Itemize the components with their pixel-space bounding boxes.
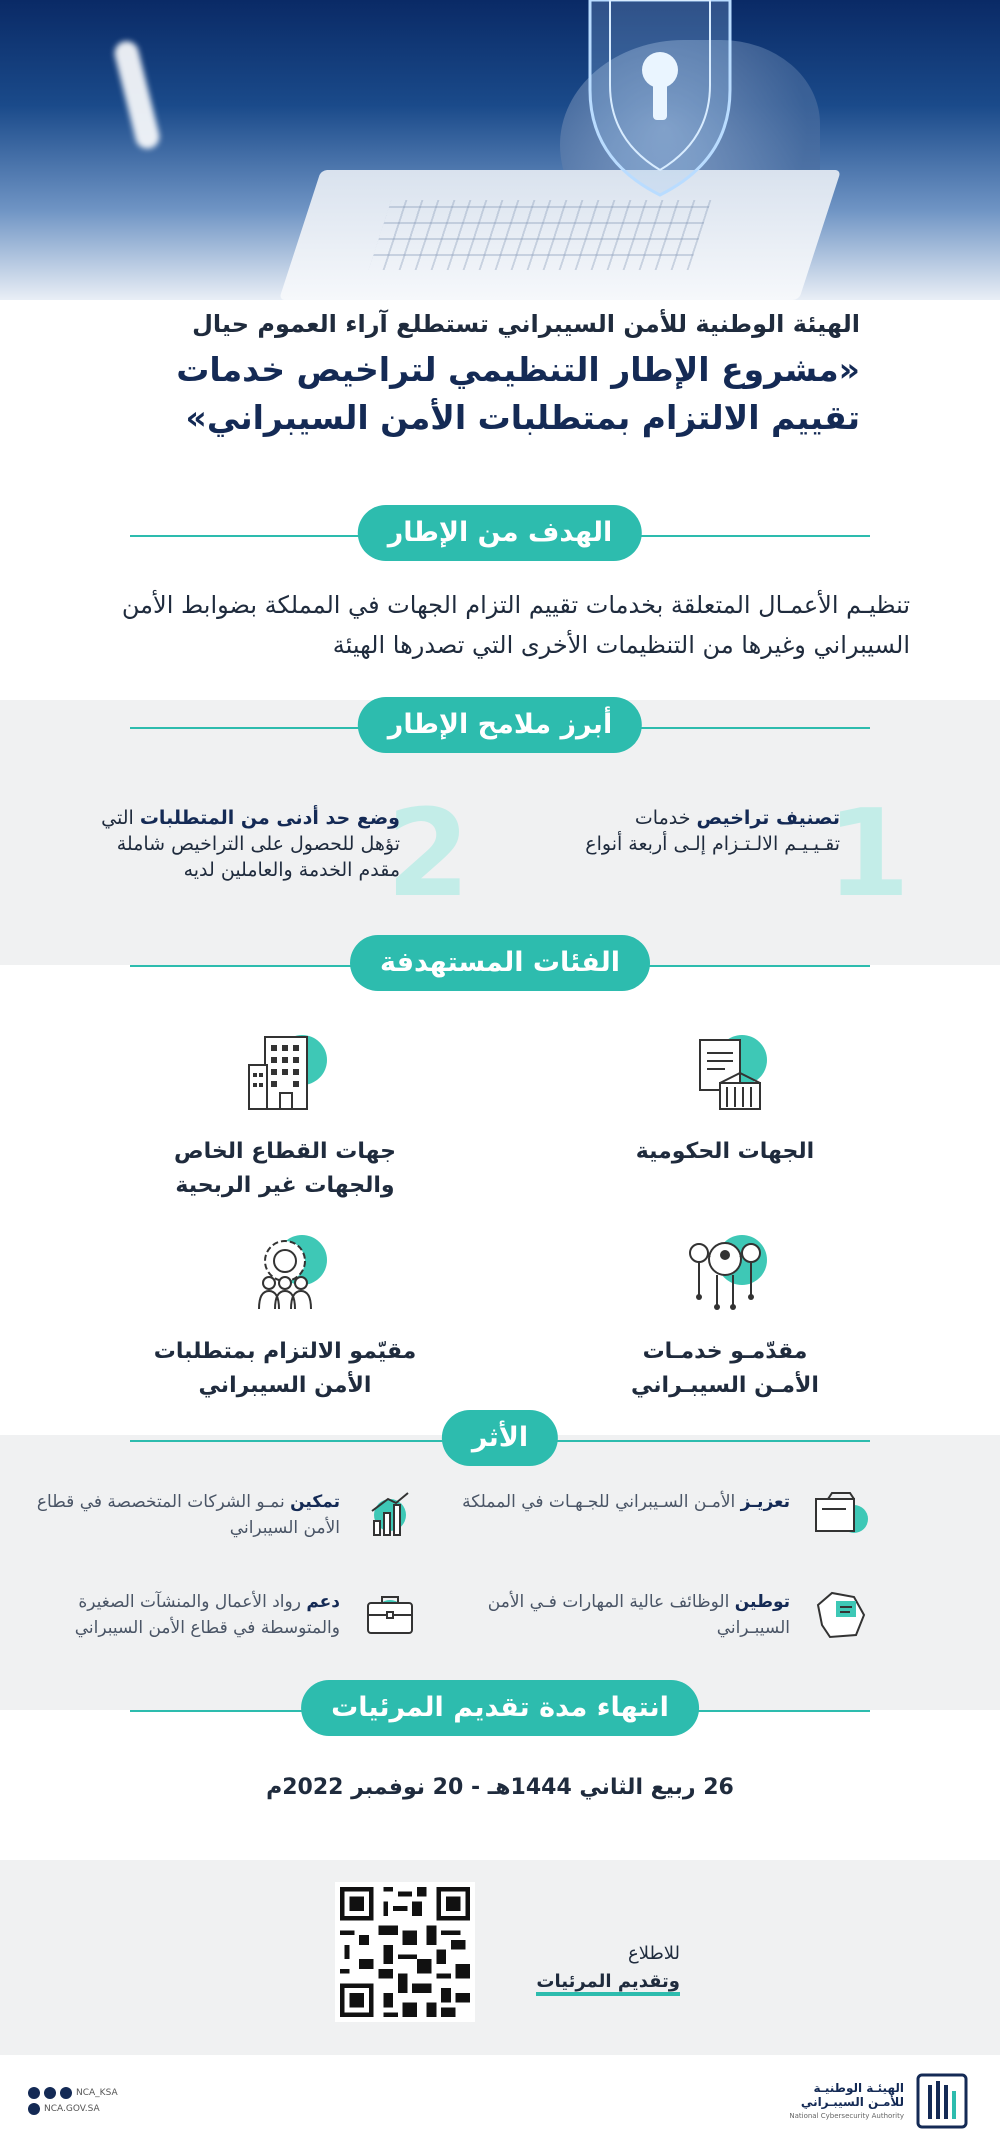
impact-text: توطين الوظائف عالية المهارات فـي الأمن السيبـراني [487,1592,790,1638]
category-item [555,1025,895,1169]
feature-item [100,785,470,924]
category-label: مقدّمـو خدمـات الأمـن السيبـراني [631,1339,819,1398]
category-label: الجهات الحكومية [635,1139,815,1164]
deadline-date: 26 ربيع الثاني 1444هـ - 20 نوفمبر 2022م [266,1775,734,1800]
feature-rest: خدمات تقـيـيـم الالـتـزام إلـى أربعة أنواع [585,807,840,855]
nca-logo-text: الهيئـة الوطنيـة للأمـن السيبـراني National Cybersecurity Authority [789,2081,904,2120]
linkedin-icon[interactable] [44,2087,56,2099]
network-people-icon [675,1225,775,1325]
feature-item [540,785,910,924]
features-heading: أبرز ملامح الإطار [358,697,642,753]
deadline-section-header [0,1680,1000,1740]
shield-lock-icon [560,0,760,200]
qr-caption [520,1940,680,1996]
intro-lead: الهيئة الوطنية للأمن السيبراني تستطلع آراء العموم حيال [192,310,860,338]
keyboard-graphic [369,200,712,270]
goal-text: تنظيـم الأعمـال المتعلقة بخدمات تقييم التزام الجهات في المملكة بضوابط الأمن السيبراني وغيرها من التنظيمات الأخرى التي تصدرها الهيئة [121,591,910,659]
feature-number: 1 [826,785,910,924]
twitter-icon[interactable] [28,2087,40,2099]
globe-icon [28,2103,40,2115]
impact-item [450,1585,870,1665]
gear-people-icon [235,1225,335,1325]
website-link[interactable]: NCA.GOV.SA [44,2104,100,2114]
feature-text [580,805,840,857]
qr-band [0,1860,1000,2055]
impact-text: تعزيـز الأمـن السـيبراني للجـهـات في المملكة [462,1492,790,1512]
impact-section-header [0,1410,1000,1470]
social-links [28,2085,118,2117]
footer [0,2055,1000,2155]
categories-section-header [0,935,1000,995]
impact-text: تمكين نمـو الشركات المتخصصة في قطاع الأمن السيبراني [36,1492,340,1538]
impact-text: دعم رواد الأعمال والمنشآت الصغيرة والمتوسطة في قطاع الأمن السيبراني [74,1592,340,1638]
impact-band [0,1435,1000,1710]
project-title-line2: تقييم الالتزام بمتطلبات الأمن السيبراني» [185,398,860,437]
feature-text [100,805,400,883]
qr-code[interactable] [335,1882,475,2022]
impact-item [450,1485,870,1565]
category-item [555,1225,895,1403]
nca-emblem-icon [914,2069,970,2133]
youtube-icon[interactable] [60,2087,72,2099]
folder-shield-icon [810,1485,870,1545]
social-row [28,2085,118,2101]
hero-image [0,0,1000,300]
intro-block [100,310,860,442]
project-title [100,346,860,442]
feature-number: 2 [386,785,470,924]
office-building-icon [235,1025,335,1125]
goal-section-header [0,505,1000,565]
twitter-handle[interactable]: NCA_KSA [76,2088,118,2098]
briefcase-icon [360,1585,420,1645]
feature-bold: تصنيف تراخيص [696,807,840,829]
category-item [115,1025,455,1203]
qr-caption-line1: للاطلاع [627,1943,680,1964]
qr-caption-line2: وتقديم المرئيات [536,1971,680,1996]
growth-chart-icon [360,1485,420,1545]
categories-heading: الفئات المستهدفة [350,935,650,991]
impact-item [0,1485,420,1565]
nca-logo [760,2069,970,2139]
impact-heading: الأثر [442,1410,558,1466]
deadline-heading: انتهاء مدة تقديم المرئيات [301,1680,699,1736]
category-item [115,1225,455,1403]
features-section-header [0,697,1000,757]
saudi-map-icon [810,1585,870,1645]
impact-item [0,1585,420,1665]
feature-bold: وضع حد أدنى من المتطلبات [139,807,400,829]
goal-heading: الهدف من الإطار [358,505,642,561]
website-row [28,2101,118,2117]
feature-rest: التي تؤهل للحصول على التراخيص شاملة مقدم الخدمة والعاملين لديه [101,807,400,881]
project-title-line1: «مشروع الإطار التنظيمي لتراخيص خدمات [176,350,860,389]
light-streak [112,39,162,152]
category-label: جهات القطاع الخاص والجهات غير الربحية [174,1139,396,1198]
government-building-icon [675,1025,775,1125]
category-label: مقيّمو الالتزام بمتطلبات الأمن السيبراني [153,1339,417,1398]
